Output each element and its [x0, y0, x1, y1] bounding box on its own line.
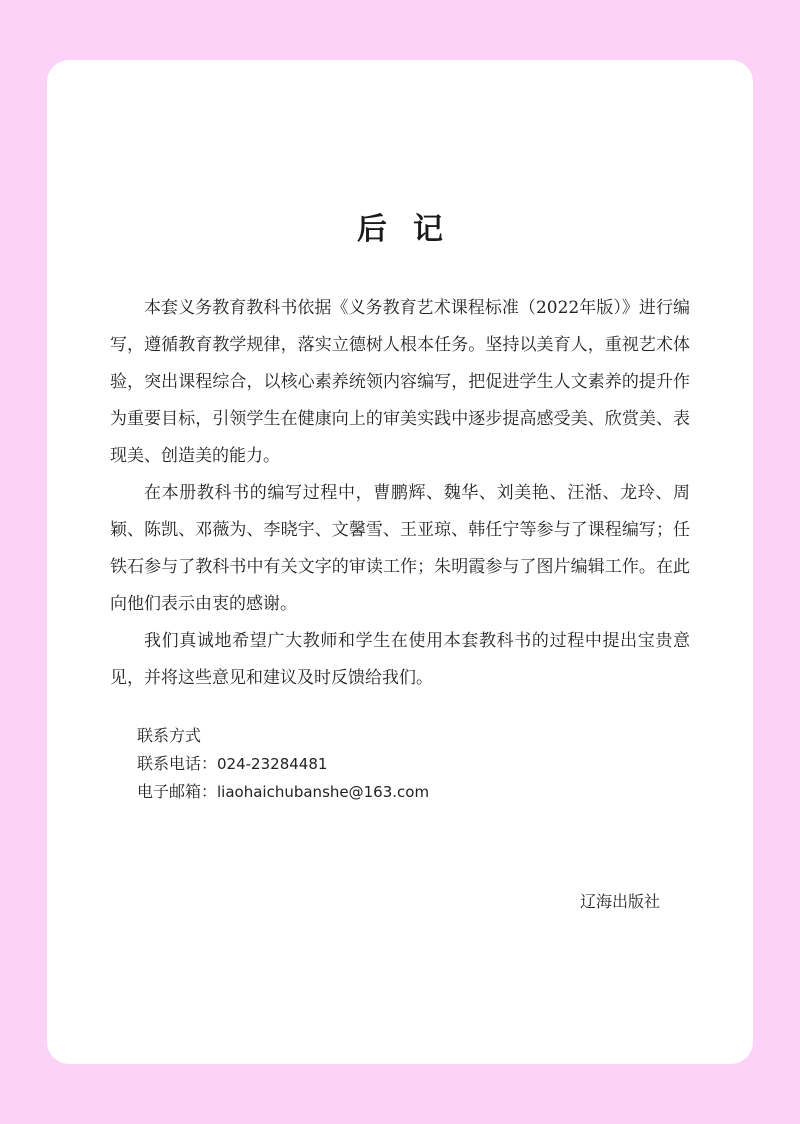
paragraph-3: 我们真诚地希望广大教师和学生在使用本套教科书的过程中提出宝贵意见，并将这些意见和建议及时反馈给我们。	[110, 631, 690, 688]
page-title: 后记	[357, 212, 469, 247]
contact-heading: 联系方式	[137, 726, 202, 745]
phone-number: 024-23284481	[217, 755, 328, 773]
email-label: 电子邮箱：	[137, 782, 218, 801]
paragraph-1: 本套义务教育教科书依据《义务教育艺术课程标准（2022年版）》进行编写，遵循教育教学规律，落实立德树人根本任务。坚持以美育人，重视艺术体验，突出课程综合，以核心素养统领内容编写，把促进学生人文素养的提升作为重要目标，引领学生在健康向上的审美实践中逐步提高感受美、欣赏美、表现美、创造美的能力。	[110, 298, 690, 466]
email-line	[137, 778, 537, 806]
afterword-body	[110, 290, 690, 697]
email-address: liaohaichubanshe@163.com	[217, 783, 430, 801]
paragraph-2: 在本册教科书的编写过程中，曹鹏辉、魏华、刘美艳、汪湉、龙玲、周颖、陈凯、邓薇为、李晓宇、文馨雪、王亚琼、韩任宁等参与了课程编写；任铁石参与了教科书中有关文字的审读工作；朱明霞参与了图片编辑工作。在此向他们表示由衷的感谢。	[110, 483, 690, 614]
phone-label: 联系电话：	[137, 754, 218, 773]
contact-block	[137, 722, 537, 806]
phone-line	[137, 750, 537, 778]
publisher-name: 辽海出版社	[579, 892, 660, 911]
